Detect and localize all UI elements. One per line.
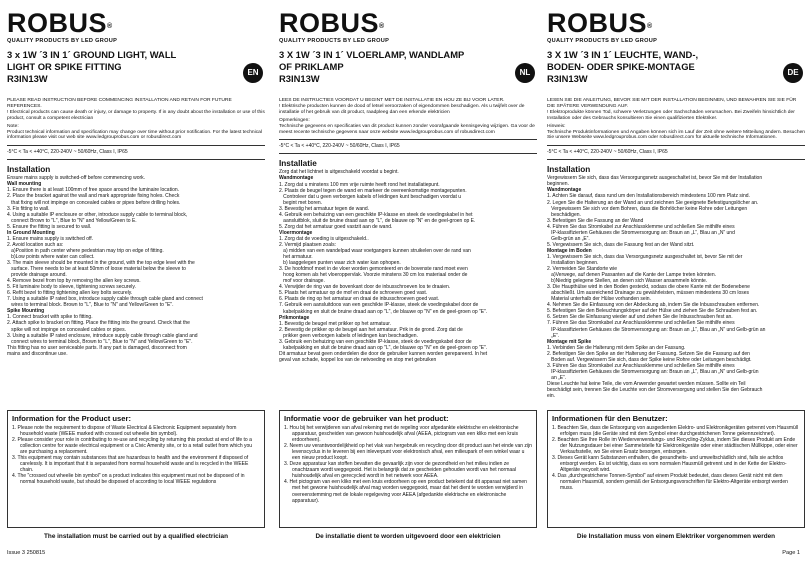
safety-paragraph: Opmerkingen: Technische gegevens en specificaties van dit product kunnen zonder voorafgaande kennisgeving wijzigen. Ga voor de meest recente technische gegevens naar onze website www.ledgrouprobus.com of robusdirect.com — [279, 117, 535, 135]
instruction-line: Controleer dat u geen verborgen kabels of leidingen kunt beschadigen voordat u — [279, 193, 462, 200]
instruction-line: 2. Bevestig de prikker op de beugel aan het armatuur. Prik in de grond. Zorg dat de — [279, 326, 463, 333]
instruction-line: prikker geen verborgen kabels of leidingen kan beschadigen. — [279, 332, 418, 339]
user-information-item: 4. The "crossed out wheelie bin symbol" on a product indicates this equipment must not be disposed of in normal household waste, but should be disposed of according to local WEEE regulations — [12, 473, 245, 486]
safety-paragraph: Note: Product technical information and specification may change over time without prior notification. For the latest technical information please visit our web site www.ledgrouprobus.com or robusdirect.com — [7, 123, 262, 141]
brand-logo: ROBUS® — [279, 8, 385, 38]
user-information-title: Informationen für den Benutzer: — [552, 414, 668, 423]
page-number: Page 1 — [782, 550, 800, 556]
instruction-line: a) midden van een wandelpad waar voetgangers kunnen struikelen over de rand van — [279, 248, 471, 255]
brand-logo: ROBUS® — [547, 8, 653, 38]
instruction-line: IP-klassifizierten Gehäuses die Stromversorgung an: Braun an „L“, Blau an „N“ und Gelb-grün — [547, 368, 759, 375]
subsection-heading: Wandmontage — [279, 175, 314, 182]
spec-line: -5°C < Ta < +40°C, 220-240V ~ 50/60Hz, Class I, IP65 — [7, 149, 128, 156]
instruction-line: Zorg dat het lichtnet is uitgeschakeld voordat u begint. — [279, 169, 399, 176]
product-title-line: 3 X 1W ´3 IN 1´ VLOERLAMP, WANDLAMP — [279, 49, 465, 60]
instruction-line: 1. Bevestig de beugel met prikker op het armatuur. — [279, 320, 392, 327]
instruction-line: 2. Befestigen Sie den Spike an der Halterung der Fassung. Setzen Sie die Fassung auf den — [547, 350, 750, 357]
instruction-line: 3. Führen Sie das Stromkabel zur Anschlussklemme und schließen Sie mithilfe eines — [547, 362, 735, 369]
product-title-line: R3IN13W — [7, 73, 48, 84]
instruction-line: „E“. — [547, 332, 560, 339]
instruction-line: Ensure mains supply is switched-off before commencing work. — [7, 175, 146, 182]
instruction-line: 5. Fit luminaire body to sleeve, tightening screws securely. — [7, 284, 136, 291]
instruction-line: 2. Legen Sie die Halterung an der Wand an und zeichnen Sie geeignete Befestigungslöcher an. — [547, 199, 759, 206]
user-information-item: 4. Das „durchgestrichene Tonnen-Symbol“ auf einem Produkt bedeutet, dass dieses Gerät nicht mit dem normalen Hausmüll, sondern gemäß der Entsorgungsvorschriften für Elektro-Altgeräte entsorgt werden muss. — [552, 473, 788, 492]
registered-mark: ® — [107, 23, 113, 30]
safety-paragraph: Hinweis: Technische Produktinformationen und Angaben können sich im Lauf der Zeit ohne weitere Mitteilung ändern. Besuchen Sie unsere Webseite www.ledgrouprobus.com oder robusdirect.com für aktuelle technische Informationen. — [547, 123, 806, 141]
product-title-line: R3IN13W — [279, 73, 320, 84]
instruction-line: 3. Die Haupthülse wird in den Boden gesteckt, sodass die obere Kante mit der Bodenebene — [547, 284, 750, 291]
instruction-line: het armatuur. — [279, 254, 313, 261]
brand-logo: ROBUS® — [7, 8, 113, 38]
product-title-line: OF PRIKLAMP — [279, 61, 344, 72]
instruction-line: 1. Vergewissern Sie sich, dass das Versorgungsnetz ausgeschaltet ist, bevor Sie mit der — [547, 253, 743, 260]
instruction-line: 6. Plaats de ring op het armatuur en draai de inbusschroeven goed vast. — [279, 296, 440, 303]
instruction-line: 2. Attach spike to bracket on fitting. Place the fitting into the ground. Check that the — [7, 320, 190, 327]
brand-tagline: QUALITY PRODUCTS BY LED GROUP — [7, 38, 118, 44]
instruction-line: 6. Refit bezel to fitting tightening allen key bolts securely. — [7, 290, 133, 297]
user-information-list — [8, 425, 264, 488]
instruction-line: 2. Plaats de beugel tegen de wand en markeer de overeenkomstige montagepunten. — [279, 187, 467, 194]
divider — [279, 153, 537, 154]
instruction-line: 3. The main sleeve should be mounted in the ground, with the top edge level with the — [7, 260, 195, 266]
instruction-line: 2. Vermeiden Sie Standorte wie — [547, 266, 618, 273]
divider — [279, 139, 537, 140]
instruction-line: 1. Zorg dat de voeding is uitgeschakeld.. — [279, 235, 369, 242]
language-badge: NL — [515, 63, 535, 83]
instruction-line: 4. Verwijder de ring van de bovenkant door de inbusschroeven los te draaien. — [279, 284, 451, 291]
instruction-line: Boden auf. Vergewissern Sie sich, dass der Spike keine Rohre oder Leitungen beschädigt. — [547, 356, 752, 363]
instruction-line: Vergewissern Sie sich vor dem Bohren, dass die Bohrlöcher keine Rohre oder Leitungen — [547, 205, 748, 212]
user-information-box — [7, 410, 265, 528]
instruction-line: a)Position in path center where pedestrian may trip on edge of fitting. — [7, 247, 164, 254]
instruction-line: Material unterhalb der Hülse vorhanden sein. — [547, 296, 651, 303]
instruction-line: 4. Nehmen Sie die Einfassung von der Abdeckung ab, indem Sie die Inbusschrauben entfernen. — [547, 302, 760, 309]
instruction-line: mains and discontinue use. — [7, 350, 68, 357]
instruction-line: 1. Connect bracket with spike to fitting. — [7, 314, 93, 321]
instruction-line: provide drainage around. — [7, 272, 67, 279]
instruction-line: 7. Führen Sie das Stromkabel zur Anschlussklemme und schließen Sie mithilfe eines — [547, 320, 735, 327]
installation-title: Installatie — [279, 159, 317, 169]
instruction-line: spike will not impinge on concealed cables or pipes. — [7, 326, 126, 333]
instruction-line: 3. Gebruik een behuizing van een geschikte IP-klasse, steek de voedingskabel door de — [279, 338, 472, 345]
instruction-line: IP-klassifizierten Gehäuses die Stromversorgung an: Braun an „L“, Blau an „N“ und Gelb-grün an — [547, 326, 766, 333]
instruction-line: Installation beginnen. — [547, 260, 599, 266]
instruction-line: 4. Führen Sie das Stromkabel zur Anschlussklemme und schließen Sie mithilfe eines — [547, 223, 735, 230]
safety-paragraph: PLEASE READ INSTRUCTION BEFORE COMMENCING INSTALLATION AND RETAIN FOR FUTURE REFERENCES. ! Electrical products can cause death or injury, or damage to property. If in any doubt about the installation or use of this product, consult a competent electrician — [7, 98, 265, 121]
electrician-notice: Die Installation muss von einem Elektriker vorgenommen werden — [576, 533, 776, 540]
instruction-line: beschädigen. — [547, 211, 581, 218]
product-title — [547, 49, 772, 85]
instruction-line: hoog komen als het vloeroppervlak. Voorzie minstens 30 cm los materiaal onder de — [279, 272, 468, 279]
instruction-line: b) laaggelegen punten waar zich water kan ophopen. — [279, 260, 401, 267]
instruction-line: b)Niedrig gelegene Stellen, an denen sich Wasser ansammeln könnte. — [547, 278, 708, 285]
instruction-line: 7. Gebruik een aansluitdoos van een geschikte IP-klasse, steek de voedingskabel door de — [279, 302, 479, 309]
instruction-line: 1. Ensure mains supply is switched off. — [7, 235, 94, 242]
user-information-box — [279, 410, 537, 528]
installation-instructions — [547, 175, 805, 399]
product-title-line: 3 x 1W ´3 IN 1´ GROUND LIGHT, WALL — [7, 49, 177, 60]
user-information-title: Informatie voor de gebruiker van het product: — [284, 414, 449, 423]
spec-line: -5°C < Ta < +40°C, 220-240V ~ 50/60Hz, Class I, IP65 — [547, 149, 668, 156]
instruction-line: geval van schade, koppel los van de netvoeding en stop met gebruiken — [279, 356, 437, 363]
product-title-line: 3 X 1W ´3 IN 1´ LEUCHTE, WAND-, — [547, 49, 699, 60]
instruction-line: connect wires to terminal block, Brown to "L", Blue to "N" and Yellow/Green to "E". — [7, 338, 193, 345]
subsection-heading: Prikmontage — [279, 314, 310, 321]
product-title-line: LIGHT OR SPIKE FITTING — [7, 61, 122, 72]
safety-notice — [279, 98, 537, 135]
subsection-heading: Montage im Boden — [547, 247, 592, 254]
instruction-line: 5. Ensure the fitting is secured to wall. — [7, 223, 92, 230]
user-information-item: 1. Please note the requirement to dispose of Waste Electrical & Electronic Equipment separately from household waste (WEEE marked with crossed out wheelie bin symbol). — [12, 425, 237, 438]
instruction-line: an „E“. — [547, 374, 567, 381]
subsection-heading: Vloermontage — [279, 229, 313, 236]
instruction-line: abschließt. Um ausreichend Drainage zu gewährleisten, müssen mindestens 30 cm loses — [547, 290, 750, 297]
user-information-list — [548, 425, 804, 495]
instruction-line: 1. Achten Sie darauf, dass rund um den Installationsbereich mindestens 100 mm Platz sind. — [547, 193, 750, 200]
instruction-line: connect Brown to "L", Blue to "N" and Yellow/Green to E. — [7, 217, 137, 224]
user-information-item: 4. Het pictogram van een kliko met een kruis erdoorheen op een product betekent dat dit apparaat niet samen met het gewone huishoudelijk afval mag worden weggegooid, maar dat het dient te worden verwijderd in overeenstemming met de lokale regelgeving voor AEEA (afgedankte elektrische en elektronische apparatuur). — [284, 479, 527, 504]
user-information-item: 1. Hou bij het verwijderen van afval rekening met de regeling voor afgedankte elektrische en elektronische apparatuur, gescheiden van gewoon huishoudelijk afval (AEEA, pictogram van een kliko met een kruis erdoorheen). — [284, 425, 519, 444]
registered-mark: ® — [379, 23, 385, 30]
user-information-box — [547, 410, 805, 528]
instruction-line: 1. Ensure there is at least 100mm of free space around the luminaire location. — [7, 187, 180, 194]
brand-tagline: QUALITY PRODUCTS BY LED GROUP — [547, 38, 658, 44]
instruction-line: beginnen. — [547, 181, 569, 188]
product-header — [547, 49, 805, 93]
user-information-item: 1. Beachten Sie, dass die Entsorgung von ausgedienten Elektro- und Elektronikgeräten getrennt vom Hausmüll erfolgen muss (die Geräte sind mit dem Symbol einer durchgestrichenen Tonne gekennzeichnet). — [552, 425, 798, 438]
instruction-line: Gelb-grün an „E“. — [547, 235, 590, 242]
divider — [7, 159, 265, 160]
instruction-line: 2. Avoid location such as: — [7, 241, 64, 248]
divider — [547, 145, 805, 146]
instruction-line: 3. Using a suitable IP rated enclosure, introduce supply cable through cable gland and — [7, 332, 198, 339]
installation-instructions — [279, 169, 537, 363]
safety-notice — [7, 98, 265, 141]
user-information-list — [280, 425, 536, 507]
instruction-line: 3. De hoofdmof moet in de vloer worden gemonteerd en de bovenste rand moet even — [279, 266, 468, 273]
instruction-line: b)Low points where water can collect. — [7, 253, 95, 260]
instruction-line: 3. Fix fitting to wall. — [7, 205, 50, 212]
registered-mark: ® — [647, 23, 653, 30]
electrician-notice: De installatie dient te worden uitgevoerd door een elektricien — [315, 533, 501, 540]
column-de — [547, 10, 805, 399]
user-information-item: 3. Dieses Gerät kann Substanzen enthalten, die gesundheits- und umweltschädlich sind, falls sie achtlos entsorgt werden. Es ist wichtig, dass es vom normalen Hausmüll getrennt und in der Kette der Elektro-Altgeräte recycelt wird. — [552, 455, 787, 474]
product-title-line: BODEN- ODER SPIKE-MONTAGE — [547, 61, 695, 72]
installation-instructions — [7, 175, 265, 356]
instruction-line: 6. Setzen Sie die Einfassung wieder auf und ziehen Sie die Inbusschrauben fest an. — [547, 314, 733, 321]
safety-paragraph: LESEN SIE DIE ANLEITUNG, BEVOR SIE MIT DER INSTALLATION BEGINNEN, UND BEWAHREN SIE SIE FÜR DIE SPÄTERE VERWENDUNG AUF. ! Elektroprodukte können Tod, schwere Verletzungen oder Sachschäden verursachen. Bei Zweifeln hinsichtlich der Installation oder des Gebrauchs konsultieren Sie einen qualifizierten Elektriker. — [547, 98, 797, 121]
issue-number: Issue 3 250815 — [7, 550, 46, 556]
instruction-line: beschädigt sein, trennen Sie die Leuchte von der Stromversorgung und stellen Sie den Gebrauch — [547, 386, 763, 393]
instruction-line: kabelpakking en sluit de bruine draad aan op "L", de blauwe op "N" en de geel-groen op "E". — [279, 308, 488, 315]
divider — [547, 159, 805, 160]
instruction-line: 7. Using a suitable IP rated box, introduce supply cable through cable gland and connect — [7, 296, 203, 303]
installation-title: Installation — [547, 165, 591, 175]
instruction-line: 5. Plaats het armatuur op de mof en draai de schroeven goed vast. — [279, 290, 428, 297]
instruction-line: surface. There needs to be at least 50mm of loose material below the sleeve to — [7, 266, 186, 273]
user-information-item: 3. This equipment may contain substances that are hazardous to health and the environment if disposed of carelessly. It is important that it is separated from normal household waste and is recycled in the WEEE chain. — [12, 455, 249, 474]
column-nl — [279, 10, 537, 363]
user-information-item: 2. Please consider your role in contributing to re-use and recycling by returning this product at end of life to a collection centre for waste electrical equipment or a Civic Amenity site, or to a retail outlet from which you are purchasing a replacement. — [12, 437, 253, 456]
product-title — [279, 49, 504, 85]
instruction-line: ein. — [547, 393, 556, 400]
instruction-line: 5. Befestigen Sie den Beleuchtungskörper auf der Hülse und ziehen Sie die Schrauben fest an. — [547, 308, 758, 315]
subsection-heading: Wall mounting — [7, 181, 42, 188]
safety-paragraph: LEES DE INSTRUCTIES VOORDAT U BEGINT MET DE INSTALLATIE EN HOU ZE BIJ VOOR LATER. ! Elektrische producten kunnen de dood of letsel veroorzaken of eigendommen beschadigen. Als u twijfelt over de installatie of het gebruik van dit product, raadpleeg dan een erkende elektricien — [279, 98, 525, 115]
user-information-title: Information for the Product user: — [12, 414, 131, 423]
instruction-line: aansluitblok, sluit de bruine draad aan op "L", de blauwe op "N" en de geel-groen op E. — [279, 217, 476, 224]
instruction-line: 2. Place the bracket against the wall and mark appropriate fixing holes. Check — [7, 193, 180, 200]
safety-notice — [547, 98, 805, 141]
spec-line: -5°C < Ta < +40°C, 220-240V ~ 50/60Hz, Class I, IP65 — [279, 143, 400, 150]
instruction-line: Diese Leuchte hat keine Teile, die vom Anwender gewartet werden müssen. Sollte ein Teil — [547, 380, 746, 387]
electrician-notice: The installation must be carried out by a qualified electrician — [44, 533, 228, 540]
instruction-line: mof voor drainage. — [279, 278, 325, 285]
subsection-heading: In Ground Mounting — [7, 229, 55, 236]
instruction-line: 4. Gebruik een behuizing van een geschikte IP-klasse en steek de voedingskabel in het — [279, 211, 473, 218]
user-information-item: 2. Neem uw verantwoordelijkheid op het vlak van hergebruik en recycling door dit product aan het einde van zijn levenscyclus in te leveren bij een inleverpunt voor elektronisch afval, een milieupark of een winkel waar u een nieuw product koopt. — [284, 443, 532, 462]
instruction-line: Vergewissern Sie sich, dass das Versorgungsnetz ausgeschaltet ist, bevor Sie mit der Installation — [547, 175, 763, 182]
product-title-line: R3IN13W — [547, 73, 588, 84]
divider — [7, 145, 265, 146]
user-information-item: 2. Beachten Sie Ihre Rolle im Wiederverwendungs- und Recycling-Zyklus, indem Sie dieses Produkt am Ende der Nutzungsdauer bei einer Sammelstelle für Elektronikgeräte oder einer städtischen Müllkippe, oder einer Verkaufsstelle, wo Sie einen Ersatz besorgen, entsorgen. — [552, 437, 798, 456]
instruction-line: Dit armatuur bevat geen onderdelen die door de gebruiker kunnen worden gerepareerd. In het — [279, 350, 488, 357]
instruction-line: 2. Vermijd plaatsen zoals: — [279, 242, 336, 248]
instruction-line: 4. Remove bezel from top by removing the allen key screws. — [7, 278, 141, 285]
user-information-item: 3. Deze apparatuur kan stoffen bevatten die gevaarlijk zijn voor de gezondheid en het milieu indien ze onachtzaam wordt weggegooid. Het is belangrijk dat ze gescheiden gehouden wordt van het normaal huishoudelijk afval en gerecycled wordt in het netwerk voor AEEA. — [284, 461, 517, 480]
instruction-line: kabelpakking en sluit de bruine draad aan op "L", de blauwe op "N" en de geel-groen op "E". — [279, 344, 488, 351]
instruction-line: 3. Bevestig het armatuur tegen de wand. — [279, 205, 370, 212]
product-header — [7, 49, 265, 93]
instruction-line: that fixing will not impinge on concealed cables or pipes before drilling holes. — [7, 199, 181, 206]
instruction-line: 3. Befestigen Sie die Fassung an der Wand — [547, 217, 644, 224]
instruction-line: 5. Vergewissern Sie sich, dass die Fassung fest an der Wand sitzt. — [547, 241, 695, 248]
subsection-heading: Montage mit Spike — [547, 338, 592, 345]
instruction-line: 1. Verbinden Sie die Halterung mit dem Spike an der Fassung. — [547, 344, 686, 351]
instruction-line: wires to terminal block. Brown to "L", Blue to "N" and Yellow/Green to "E". — [7, 302, 174, 309]
instruction-line: 1. Zorg dat u minstens 100 mm vrije ruimte heeft rond het installatiepunt. — [279, 181, 440, 188]
subsection-heading: Wandmontage — [547, 187, 582, 194]
product-header — [279, 49, 537, 93]
instruction-line: 4. Using a suitable IP enclosure or other, introduce supply cable to terminal block, — [7, 211, 188, 218]
column-en — [7, 10, 265, 357]
instruction-line: 5. Zorg dat het armatuur goed vastzit aan de wand. — [279, 223, 393, 230]
subsection-heading: Spike Mounting — [7, 308, 45, 315]
installation-title: Installation — [7, 165, 51, 175]
instruction-line: IP-klassifizierten Gehäuses die Stromversorgung an: Braun an „L“, Blau an „N“ und — [547, 229, 735, 236]
instruction-line: This fitting has no user serviceable parts. If any part is damaged, disconnect from — [7, 344, 187, 351]
brand-tagline: QUALITY PRODUCTS BY LED GROUP — [279, 38, 390, 44]
instruction-line: a)Verwege, auf denen Passanten auf die Kante der Lampe treten könnten. — [547, 272, 717, 279]
product-title — [7, 49, 232, 85]
instruction-line: begint met boren. — [279, 199, 323, 206]
language-badge: DE — [783, 63, 803, 83]
language-badge: EN — [243, 63, 263, 83]
